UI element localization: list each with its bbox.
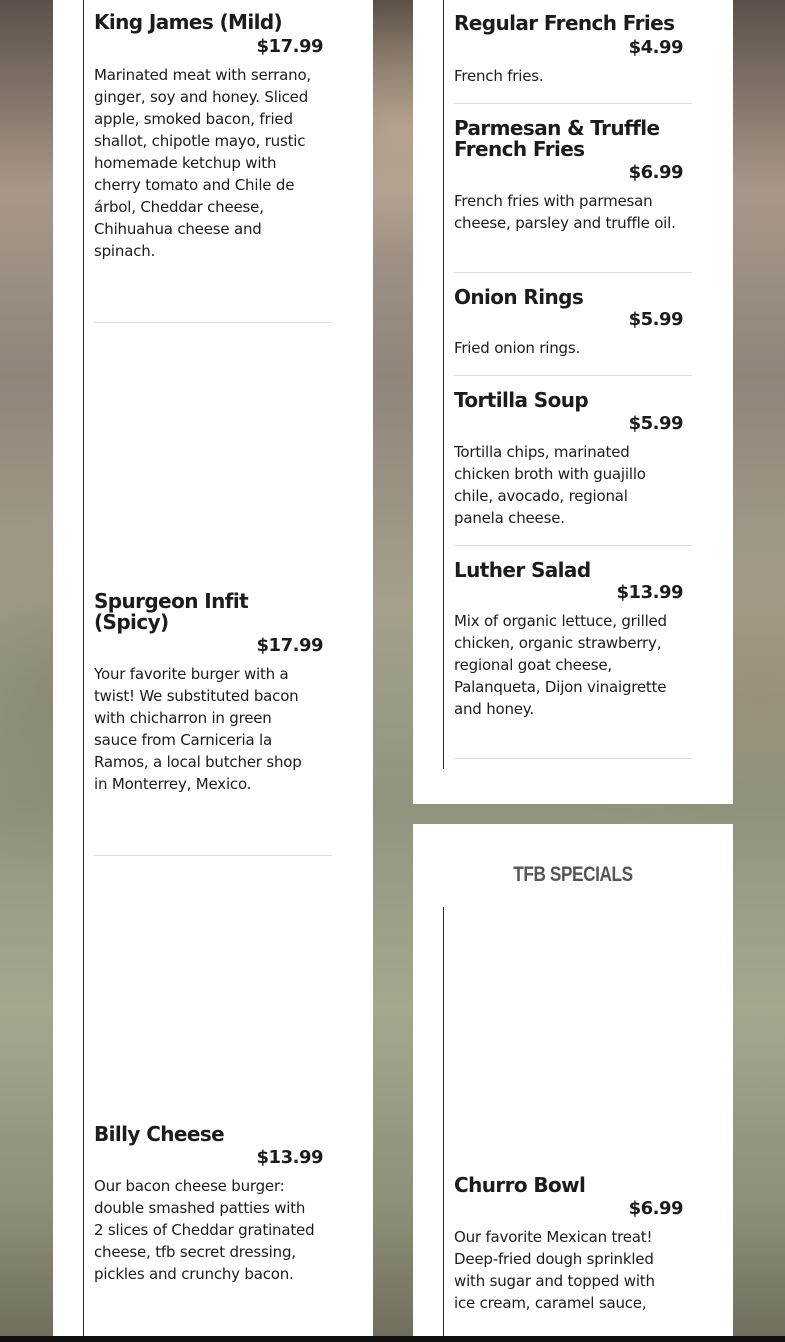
item-divider <box>454 545 692 546</box>
menu-card-specials <box>413 824 733 1336</box>
menu-item-description: Marinated meat with serrano, ginger, soy and honey. Sliced apple, smoked bacon, fried shallot, chipotle mayo, rustic homemade ketchup with cherry tomato and Chile de árbol, Cheddar cheese, Chihuahua cheese and spinach. <box>94 66 311 260</box>
menu-card-sides <box>413 0 733 804</box>
menu-item[interactable] <box>94 1124 334 1336</box>
menu-item-description: Mix of organic lettuce, grilled chicken, organic strawberry, regional goat cheese, Palanqueta, Dijon vinaigrette and honey. <box>454 612 667 718</box>
menu-item[interactable] <box>454 1175 699 1336</box>
menu-item-description: Fried onion rings. <box>454 339 581 357</box>
menu-item-description: Our favorite Mexican treat! Deep-fried dough sprinkled with sugar and topped with ice cream, caramel sauce, <box>454 1228 655 1312</box>
item-divider <box>454 758 692 759</box>
menu-item-price: $13.99 <box>616 582 683 603</box>
menu-item[interactable] <box>94 591 334 855</box>
item-divider <box>454 103 692 104</box>
menu-item-price: $17.99 <box>256 36 323 57</box>
item-divider <box>94 322 332 323</box>
menu-item-price: $17.99 <box>256 635 323 656</box>
menu-item-price: $6.99 <box>628 162 683 183</box>
menu-item[interactable] <box>454 287 699 375</box>
column-rule <box>83 0 84 1336</box>
menu-item-name: Tortilla Soup <box>454 388 589 412</box>
menu-item-price: $4.99 <box>628 37 683 58</box>
menu-item-name: Spurgeon Infit (Spicy) <box>94 589 249 634</box>
menu-item-price: $6.99 <box>628 1198 683 1219</box>
menu-card-burgers <box>53 0 373 1336</box>
menu-item-description: Your favorite burger with a twist! We substituted bacon with chicharron in green sauce from Carniceria la Ramos, a local butcher shop in Monterrey, Mexico. <box>94 665 302 793</box>
menu-item[interactable] <box>454 118 699 272</box>
bottom-edge-bar <box>0 1336 785 1342</box>
menu-item-description: French fries with parmesan cheese, parsley and truffle oil. <box>454 192 676 232</box>
menu-item-description: Tortilla chips, marinated chicken broth with guajillo chile, avocado, regional panela cheese. <box>454 443 646 527</box>
menu-item-name: Luther Salad <box>454 558 591 582</box>
item-divider <box>454 375 692 376</box>
menu-item-description: French fries. <box>454 67 544 85</box>
section-title: TFB SPECIALS <box>513 863 633 886</box>
column-rule <box>443 0 444 769</box>
item-divider <box>454 272 692 273</box>
column-rule <box>443 907 444 1336</box>
menu-item-name: Parmesan & Truffle French Fries <box>454 116 660 161</box>
menu-item[interactable] <box>94 12 334 322</box>
menu-item-name: Billy Cheese <box>94 1122 225 1146</box>
menu-item[interactable] <box>454 560 699 758</box>
menu-item-name: Churro Bowl <box>454 1173 586 1197</box>
menu-item[interactable] <box>454 390 699 545</box>
menu-item-name: King James (Mild) <box>94 10 283 34</box>
menu-item-price: $13.99 <box>256 1147 323 1168</box>
item-divider <box>94 855 332 856</box>
menu-item-price: $5.99 <box>628 413 683 434</box>
menu-item[interactable] <box>454 13 699 103</box>
menu-item-price: $5.99 <box>628 309 683 330</box>
menu-item-name: Regular French Fries <box>454 11 675 35</box>
menu-item-description: Our bacon cheese burger: double smashed patties with 2 slices of Cheddar gratinated cheese, tfb secret dressing, pickles and crunchy bacon. <box>94 1177 315 1283</box>
menu-item-name: Onion Rings <box>454 285 584 309</box>
